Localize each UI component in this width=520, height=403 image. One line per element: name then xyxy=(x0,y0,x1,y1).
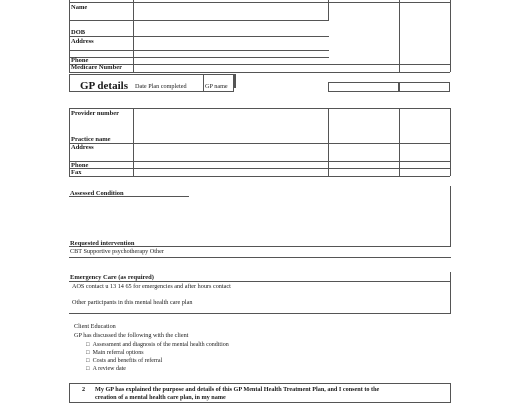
address-label: Address xyxy=(71,38,94,45)
medicare-number-label: Medicare Number xyxy=(71,64,122,71)
education-checklist xyxy=(86,341,229,373)
emergency-contact-text: AOS contact u 13 14 65 for emergencies and after hours contact xyxy=(72,283,231,290)
assessed-condition-label: Assessed Condition xyxy=(70,190,124,197)
client-education-intro: GP has discussed the following with the client xyxy=(74,332,189,339)
provider-number-label: Provider number xyxy=(71,110,119,117)
list-item: □ Assessment and diagnosis of the mental health condition xyxy=(86,342,229,348)
fax-label: Fax xyxy=(71,169,82,176)
phone-label: Phone xyxy=(71,57,89,64)
other-participants-text: Other participants in this mental health care plan xyxy=(72,299,193,306)
consent-number: 2 xyxy=(82,386,86,393)
list-item: □ Costs and benefits of referral xyxy=(86,358,163,364)
requested-intervention-options: CBT Supportive psychotherapy Other xyxy=(70,248,164,255)
date-plan-completed-label: Date Plan completed xyxy=(135,83,187,90)
bullet-marker: □ xyxy=(86,358,93,364)
bullet-marker: □ xyxy=(86,342,93,348)
consent-text-line1: My GP has explained the purpose and details of this GP Mental Health Treatment Plan, and I consent to the xyxy=(95,386,380,393)
gp-name-label: GP name xyxy=(205,83,228,90)
practice-phone-label: Phone xyxy=(71,162,89,169)
name-label: Name xyxy=(71,4,88,11)
dob-label: DOB xyxy=(71,29,86,36)
bullet-marker: □ xyxy=(86,366,93,372)
client-education-label: Client Education xyxy=(74,323,116,330)
practice-name-label: Practice name xyxy=(71,136,111,143)
list-item: □ Main referral options xyxy=(86,350,144,356)
requested-intervention-label: Requested intervention xyxy=(70,240,135,247)
gp-details-heading: GP details xyxy=(80,80,128,92)
bullet-marker: □ xyxy=(86,350,93,356)
practice-address-label: Address xyxy=(71,144,94,151)
emergency-care-label: Emergency Care (as required) xyxy=(70,274,154,281)
consent-text-line2: creation of a mental health care plan, in my name xyxy=(95,394,226,401)
list-item: □ A review date xyxy=(86,366,126,372)
